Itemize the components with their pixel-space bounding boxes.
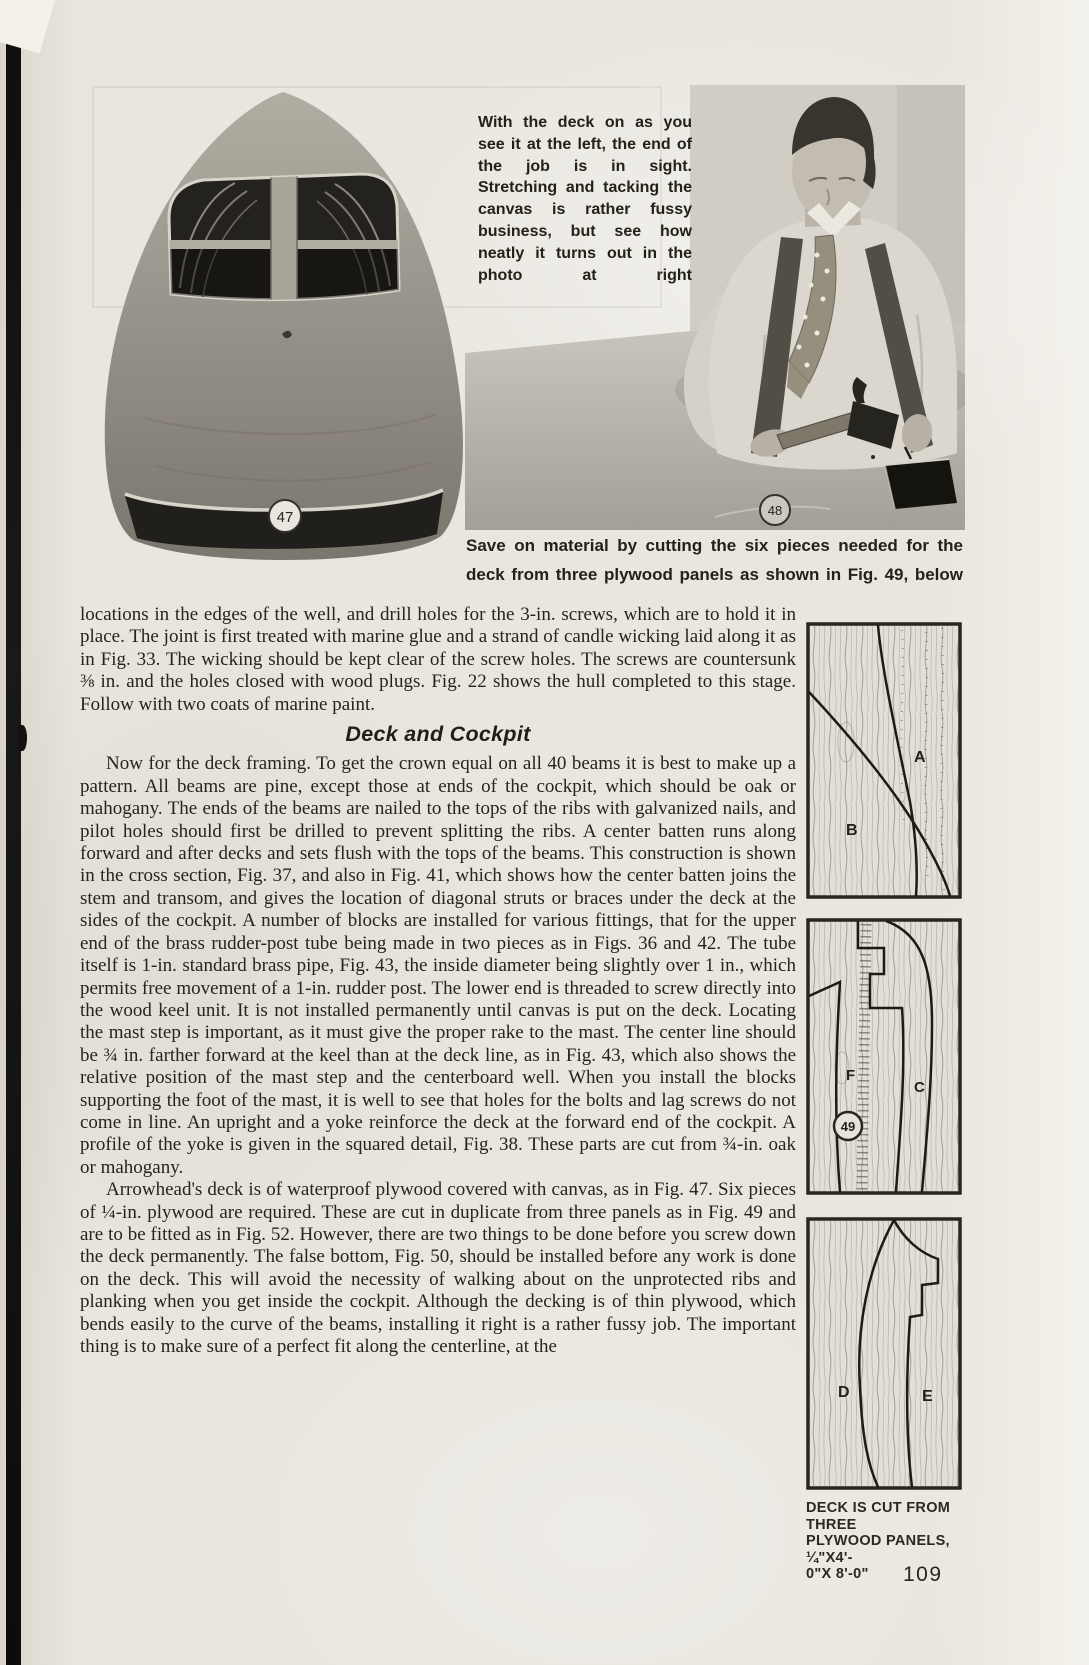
figure-number-47-badge [269, 500, 301, 532]
boat-deck-photo [85, 88, 480, 562]
panel-piece-label: C [914, 1079, 925, 1096]
photo-caption-top: With the deck on as you see it at the left, the end of the job is in sight. Stretching and tacking the canvas is rather fussy business, but see how neatly it turns out in the photo at right [478, 114, 692, 284]
scan-gutter-mark [18, 725, 27, 751]
figure-number-47: 47 [276, 509, 294, 526]
body-paragraph-2: Now for the deck framing. To get the crown equal on all 40 beams it is best to make up a pattern. All beams are pine, except those at ends of the cockpit, which should be oak or mahogany. The ends of the beams are nailed to the tops of the ribs with galvanized nails, and pilot holes should first be drilled to prevent splitting the ribs. A center batten runs along forward and after decks and sets flush with the tops of the beams. This construction is shown in the cross section, Fig. 37, and also in Fig. 41, which shows how the center batten joins the stem and transom, and gives the location of diagonal struts or braces under the deck at the sides of the cockpit. A number of blocks are installed for various fittings, that for the upper end of the brass rudder-post tube being made in two pieces as in Figs. 36 and 42. The tube itself is 1-in. standard brass pipe, Fig. 43, the inside diameter being slightly over 1 in., which permits free movement of a 1-in. rudder post. The lower end is threaded to screw directly into the wood keel unit. It is not installed permanently until canvas is put on the deck. Locating the mast step is important, as it must give the proper rake to the mast. The center line should be ¾ in. farther forward at the keel than at the deck line, as in Fig. 43, which also shows the relative position of the mast step and the centerboard well. When you install the blocks supporting the foot of the mast, it is well to see that holes for the bolts and lag screws do not come in line. An upright and a yoke reinforce the deck at the forward end of the cockpit. A profile of the yoke is given in the squared detail, Fig. 38. These parts are cut from ¾-in. oak or mahogany. [80, 753, 796, 1178]
panel-piece-label: D [838, 1384, 850, 1401]
figure-caption-line: PLYWOOD PANELS, ¼"X4'- [806, 1533, 950, 1566]
plywood-panel-diagram-1 [806, 622, 962, 899]
figure-number-49-badge [834, 1112, 862, 1140]
page-number: 109 [903, 1563, 943, 1586]
figure-number-49: 49 [840, 1119, 856, 1134]
scan-gutter-strip [6, 0, 21, 1665]
figure-number-48-badge [760, 495, 790, 525]
figure-caption-line: DECK IS CUT FROM THREE [806, 1500, 951, 1533]
plywood-panel-diagram-3 [806, 1217, 962, 1490]
body-paragraph-3: Arrowhead's deck is of waterproof plywood covered with canvas, as in Fig. 47. Six pieces of ¼-in. plywood are required. These are cut in duplicate from three panels as in Fig. 49 and are to be fitted as in Fig. 52. However, there are two things to be done before you screw down the deck permanently. The false bottom, Fig. 50, should be installed before any work is done on the deck. This will avoid the necessity of walking about on the unprotected ribs and planking when you get inside the cockpit. Although the decking is of thin plywood, which bends easily to the curve of the beams, installing it right is a rather fussy job. The important thing is to make sure of a perfect fit along the centerline, at the [80, 1179, 796, 1357]
panel-piece-label: F [846, 1067, 856, 1084]
panel-piece-label: A [914, 749, 926, 766]
figure-caption-line: 0"X 8'-0" [806, 1566, 869, 1582]
panel-piece-label: E [922, 1388, 933, 1405]
figure-caption [806, 1500, 986, 1583]
section-heading: Deck and Cockpit [345, 722, 531, 747]
body-paragraph-1: locations in the edges of the well, and drill holes for the 3-in. screws, which are to hold it in place. The joint is first treated with marine glue and a strand of candle wicking laid along it as in Fig. 33. The wicking should be kept clear of the screw holes. The screws are countersunk ⅜ in. and the holes closed with wood plugs. Fig. 22 shows the hull completed to this stage. Follow with two coats of marine paint. [80, 604, 796, 715]
photo-caption-bottom: Save on material by cutting the six pieces needed for the deck from three plywood panels as shown in Fig. 49, below [466, 536, 963, 584]
panel-piece-label: B [846, 822, 858, 839]
figure-number-48: 48 [767, 503, 783, 518]
plywood-panel-diagram-2 [806, 918, 962, 1195]
article-body [80, 604, 796, 1358]
